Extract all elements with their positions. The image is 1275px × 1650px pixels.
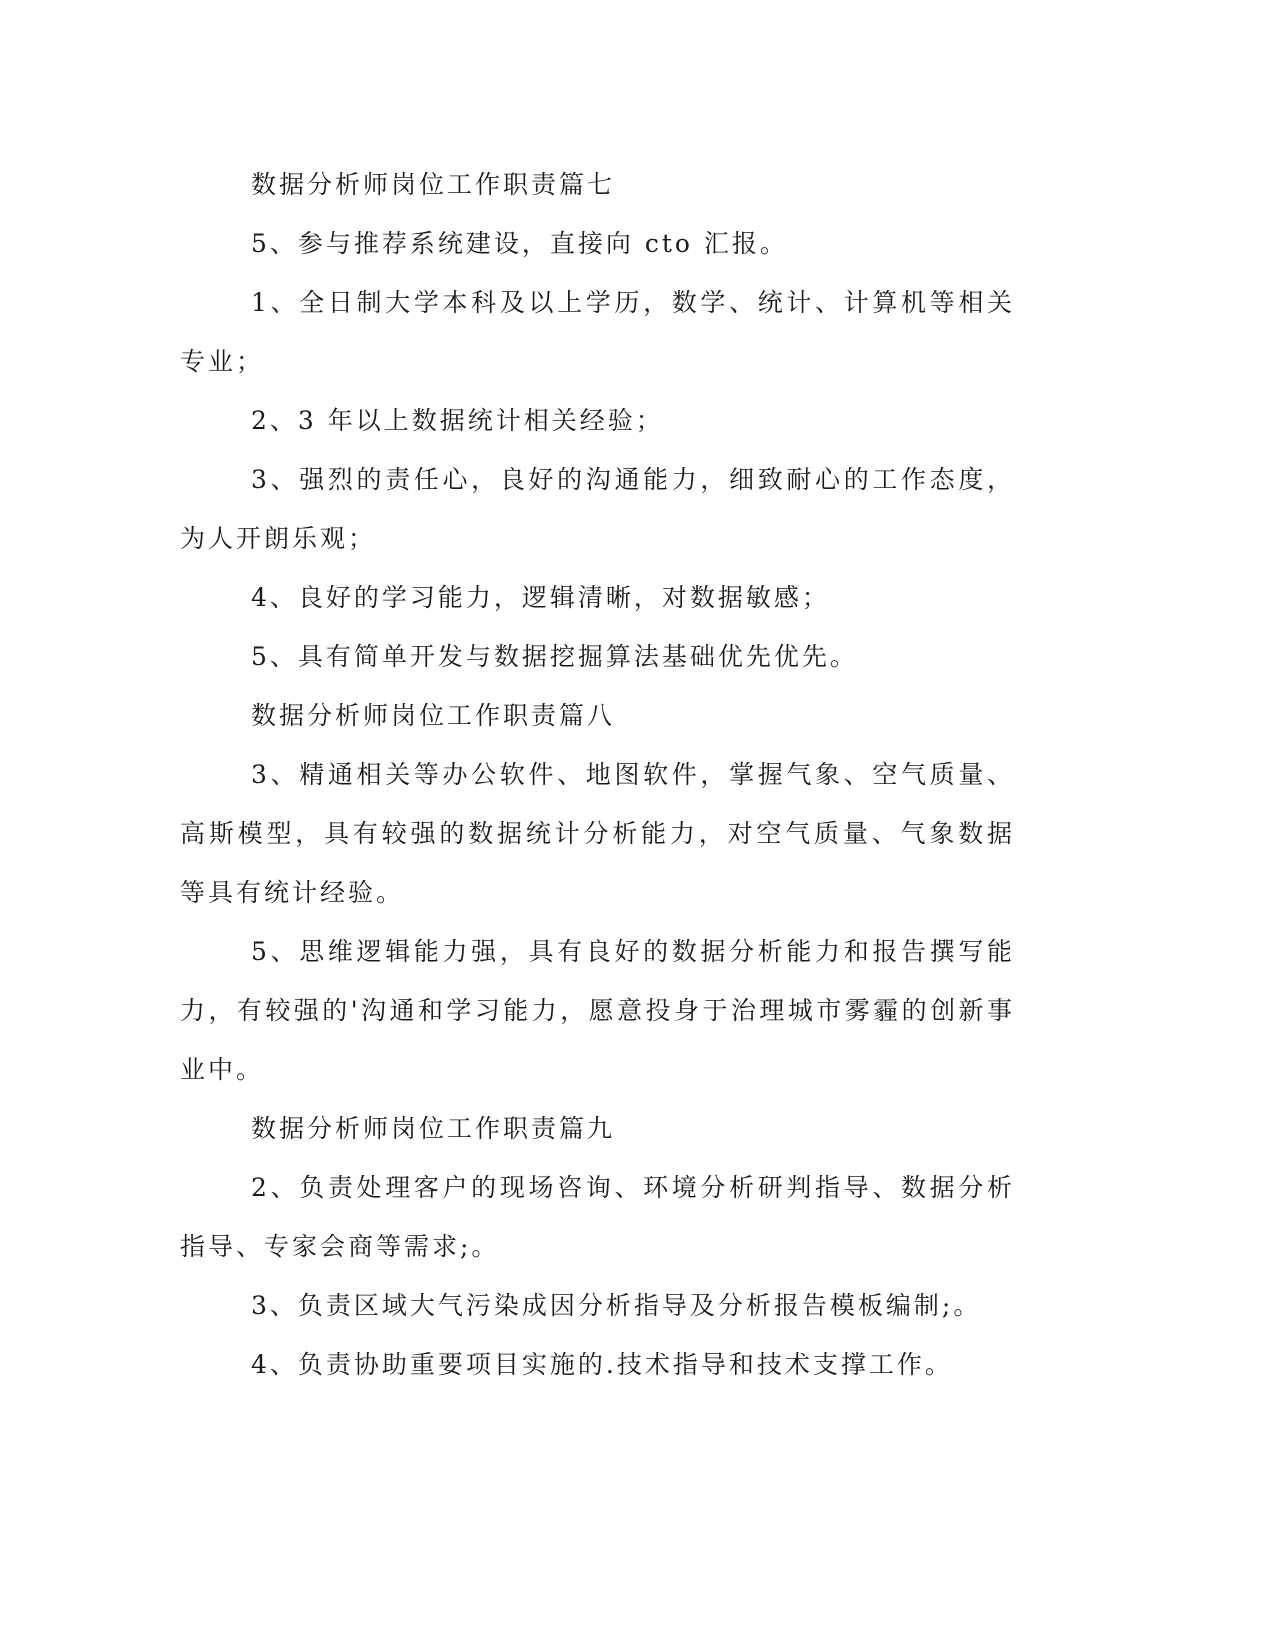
paragraph: 5、思维逻辑能力强，具有良好的数据分析能力和报告撰写能力，有较强的'沟通和学习能力，愿意投身于治理城市雾霾的创新事业中。 — [180, 937, 1015, 1084]
paragraph: 3、精通相关等办公软件、地图软件，掌握气象、空气质量、高斯模型，具有较强的数据统计分析能力，对空气质量、气象数据等具有统计经验。 — [180, 760, 1015, 907]
paragraph: 4、负责协助重要项目实施的.技术指导和技术支撑工作。 — [251, 1350, 953, 1379]
paragraph: 2、3 年以上数据统计相关经验； — [251, 406, 664, 435]
section-heading-7: 数据分析师岗位工作职责篇七 — [251, 170, 616, 199]
paragraph: 5、参与推荐系统建设，直接向 cto 汇报。 — [251, 229, 788, 258]
paragraph: 1、全日制大学本科及以上学历，数学、统计、计算机等相关专业； — [180, 288, 1015, 376]
document-page — [180, 155, 1015, 1394]
paragraph: 3、强烈的责任心，良好的沟通能力，细致耐心的工作态度，为人开朗乐观； — [180, 465, 1015, 553]
paragraph: 5、具有简单开发与数据挖掘算法基础优先优先。 — [251, 642, 858, 671]
paragraph: 2、负责处理客户的现场咨询、环境分析研判指导、数据分析指导、专家会商等需求;。 — [180, 1173, 1015, 1261]
paragraph: 4、良好的学习能力，逻辑清晰，对数据敏感； — [251, 583, 830, 612]
section-heading-9: 数据分析师岗位工作职责篇九 — [251, 1114, 616, 1143]
paragraph: 3、负责区域大气污染成因分析指导及分析报告模板编制;。 — [251, 1291, 982, 1320]
section-heading-8: 数据分析师岗位工作职责篇八 — [251, 701, 616, 730]
